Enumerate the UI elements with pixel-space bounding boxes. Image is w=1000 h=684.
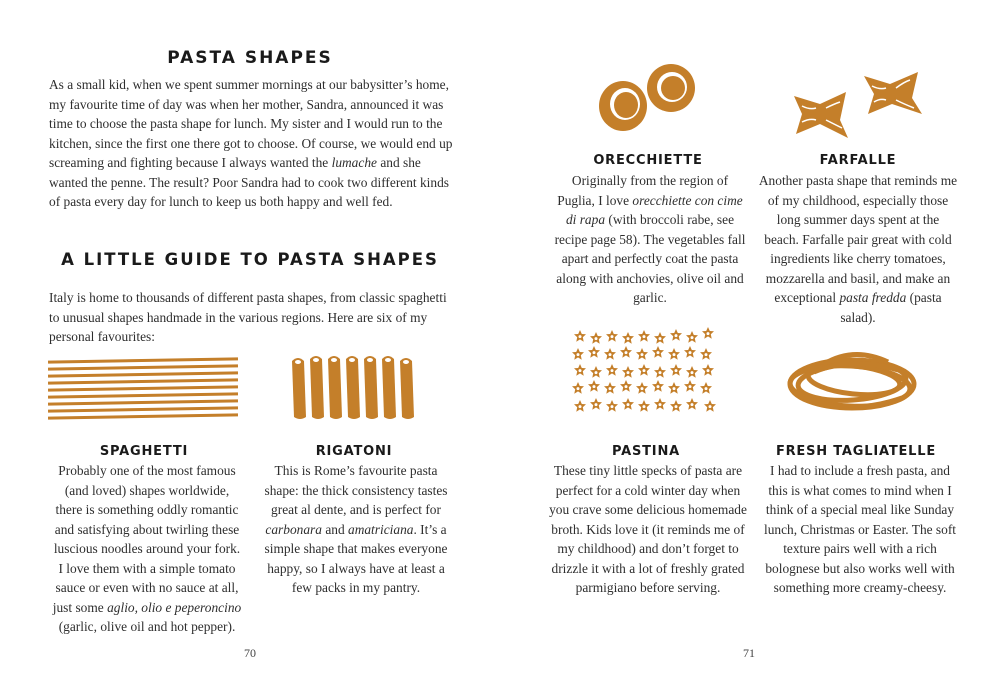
page-number-right: 71 [743, 646, 755, 660]
orecchiette-illustration [597, 62, 701, 134]
spaghetti-text-1: Probably one of the most famous (and loved) shapes worldwide, there is something oddly romantic and satisfying about twirling these luscious noodles around your fork. I love them with a simple tomato sauce or even with no sauce at all, just some [52, 463, 241, 615]
intro-text-2: and she wanted the penne. The result? Poor Sandra had to cook two different kinds of pasta every day for lunch to keep us both happy and well fed. [49, 155, 450, 209]
farfalle-description [758, 171, 958, 327]
rigatoni-text-1: This is Rome’s favourite pasta shape: the thick consistency tastes great al dente, and is perfect for [264, 463, 448, 517]
orecchiette-text-1: Originally from the region of Puglia, I love [557, 173, 729, 208]
spaghetti-title: SPAGHETTI [99, 444, 189, 459]
rigatoni-italic-2: amatriciana [348, 521, 414, 537]
page-title: PASTA SHAPES [167, 48, 333, 68]
tagliatelle-nest-illustration [784, 342, 920, 420]
orecchiette-description [552, 171, 748, 308]
right-page [500, 0, 1000, 684]
intro-italic: lumache [331, 155, 377, 170]
spaghetti-text-2: (garlic, olive oil and hot pepper). [58, 619, 236, 634]
farfalle-text-1: Another pasta shape that reminds me of my childhood, especially those long summer days spent at the beach. Farfalle pair great with cold ingredients like cherry tomatoes, mozzarella and basil, and make an exceptional [758, 173, 958, 305]
orecchiette-text-2: (with broccoli rabe, see recipe page 58). The vegetables fall apart and perfectly coat the pasta along with anchovies, olive oil and garlic. [554, 212, 746, 305]
spaghetti-illustration [48, 357, 240, 421]
rigatoni-text-2: and [321, 521, 348, 537]
page-number-left: 70 [244, 646, 256, 660]
rigatoni-title: RIGATONI [315, 444, 393, 459]
pastina-title: PASTINA [611, 444, 680, 459]
tagliatelle-description: I had to include a fresh pasta, and this is what comes to mind when I think of a special meal like Sunday lunch, Christmas or Easter. The soft texture pairs well with a rich bolognese but also works well with something more creamy-cheesy. [763, 463, 957, 595]
guide-intro: Italy is home to thousands of different pasta shapes, from classic spaghetti to unusual shapes handmade in the various regions. Here are six of my personal favourites: [49, 290, 447, 344]
orecchiette-title: ORECCHIETTE [593, 153, 703, 168]
spaghetti-description [50, 461, 244, 637]
farfalle-title: FARFALLE [819, 153, 897, 168]
pastina-description: These tiny little specks of pasta are perfect for a cold winter day when you crave some delicious homemade broth. Kids love it (it reminds me of my childhood) and don’t forget to drizzle it with a lot of freshly grated parmigiano before serving. [549, 463, 747, 595]
guide-title: A LITTLE GUIDE TO PASTA SHAPES [61, 250, 439, 269]
farfalle-italic: pasta fredda [839, 290, 907, 305]
tagliatelle-title: FRESH TAGLIATELLE [775, 444, 937, 459]
intro-paragraph [49, 75, 454, 212]
farfalle-illustration [790, 62, 930, 142]
rigatoni-illustration [290, 355, 430, 421]
intro-text-1: As a small kid, when we spent summer mornings at our babysitter’s home, my favourite time of day was when her mother, Sandra, announced it was time to choose the pasta shape for lunch. My sister and I would run to the kitchen, since the first one there got to choose. Of course, we would end up screaming and fighting because I always wanted the [49, 77, 453, 170]
rigatoni-description [258, 461, 454, 598]
orecchiette-italic: orecchiette con cime di rapa [565, 192, 743, 227]
farfalle-text-2: (pasta salad). [840, 290, 942, 325]
pastina-stars-illustration [570, 324, 722, 418]
rigatoni-text-3: . It’s a simple shape that makes everyone happy, so I always have at least a few packs in my pantry. [264, 521, 448, 595]
rigatoni-italic-1: carbonara [265, 521, 322, 537]
spaghetti-italic: aglio, olio e peperoncino [107, 599, 242, 615]
